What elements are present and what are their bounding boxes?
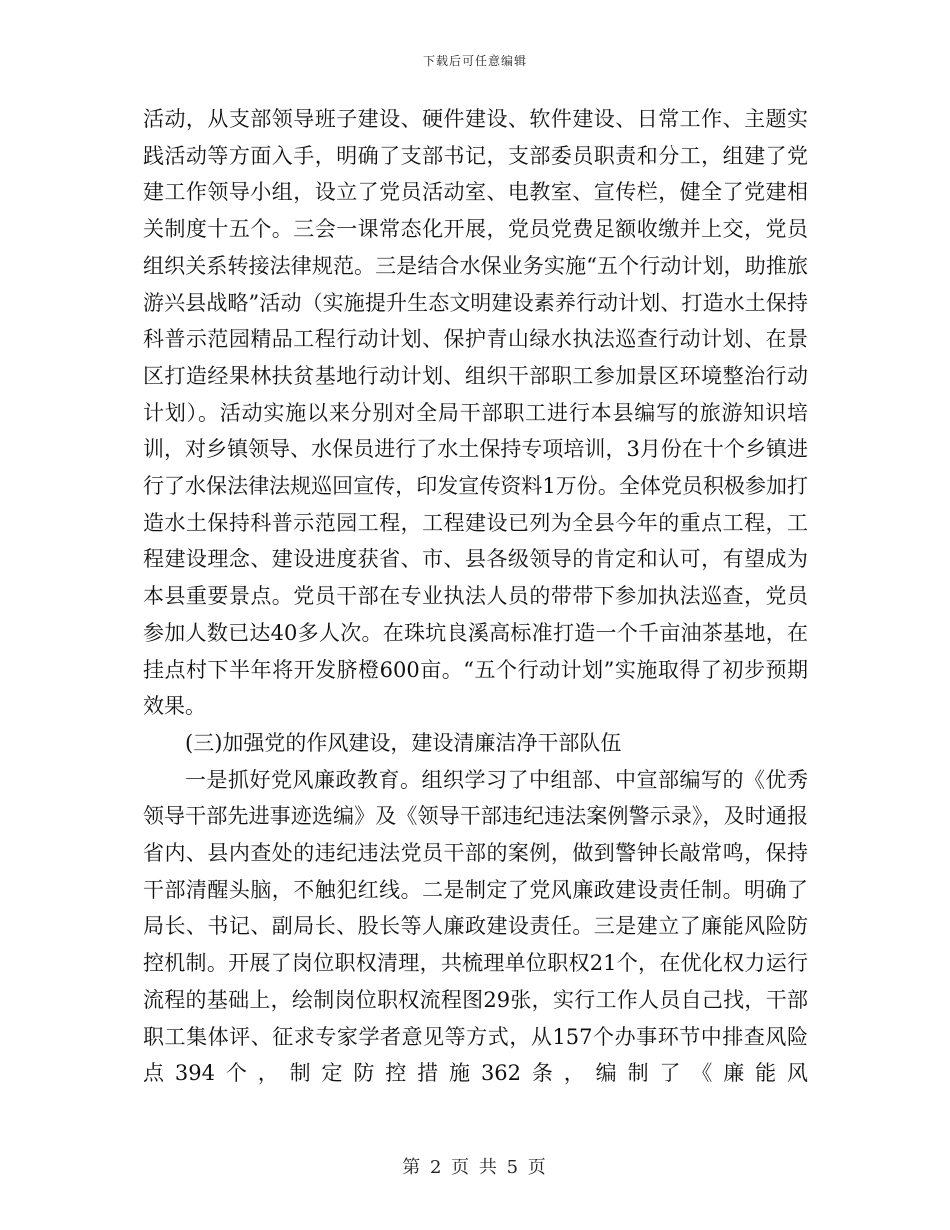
section-heading-3: (三)加强党的作风建设，建设清廉洁净干部队伍 bbox=[185, 730, 622, 755]
page-header: 下载后可任意编辑 bbox=[422, 54, 527, 68]
document-body bbox=[143, 101, 808, 1092]
body-paragraph-continued: 活动，从支部领导班子建设、硬件建设、软件建设、日常工作、主题实践活动等方面入手，明确了支部书记，支部委员职责和分工，组建了党建工作领导小组，设立了党员活动室、电教室、宣传栏，健全了党建相关制度十五个。三会一课常态化开展，党员党费足额收缴并上交，党员组织关系转接法律规范。三是结合水保业务实施“五个行动计划，助推旅游兴县战略”活动（实施提升生态文明建设素养行动计划、打造水土保持科普示范园精品工程行动计划、保护青山绿水执法巡查行动计划、在景区打造经果林扶贫基地行动计划、组织干部职工参加景区环境整治行动计划）。活动实施以来分别对全局干部职工进行本县编写的旅游知识培训，对乡镇领导、水保员进行了水土保持专项培训，3月份在十个乡镇进行了水保法律法规巡回宣传，印发宣传资料1万份。全体党员积极参加打造水土保持科普示范园工程，工程建设已列为全县今年的重点工程，工程建设理念、建设进度获省、市、县各级领导的肯定和认可，有望成为本县重要景点。党员干部在专业执法人员的带带下参加执法巡查，党员参加人数已达40多人次。在珠坑良溪高标准打造一个千亩油茶基地，在挂点村下半年将开发脐橙600亩。“五个行动计划”实施取得了初步预期效果。 bbox=[143, 107, 808, 719]
body-paragraph-integrity: 一是抓好党风廉政教育。组织学习了中组部、中宣部编写的《优秀领导干部先进事迹选编》及《领导干部违纪违法案例警示录》，及时通报省内、县内查处的违纪违法党员干部的案例，做到警钟长敲常鸣，保持干部清醒头脑，不触犯红线。二是制定了党风廉政建设责任制。明确了局长、书记、副局长、股长等人廉政建设责任。三是建立了廉能风险防控机制。开展了岗位职权清理，共梳理单位职权21个，在优化权力运行流程的基础上，绘制岗位职权流程图29张，实行工作人员自己找，干部职工集体评、征求专家学者意见等方式，从157个办事环节中排查风险点394个，制定防控措施362条，编制了《廉能风 bbox=[143, 767, 808, 1086]
page-footer: 第 2 页 共 5 页 bbox=[402, 1157, 548, 1178]
